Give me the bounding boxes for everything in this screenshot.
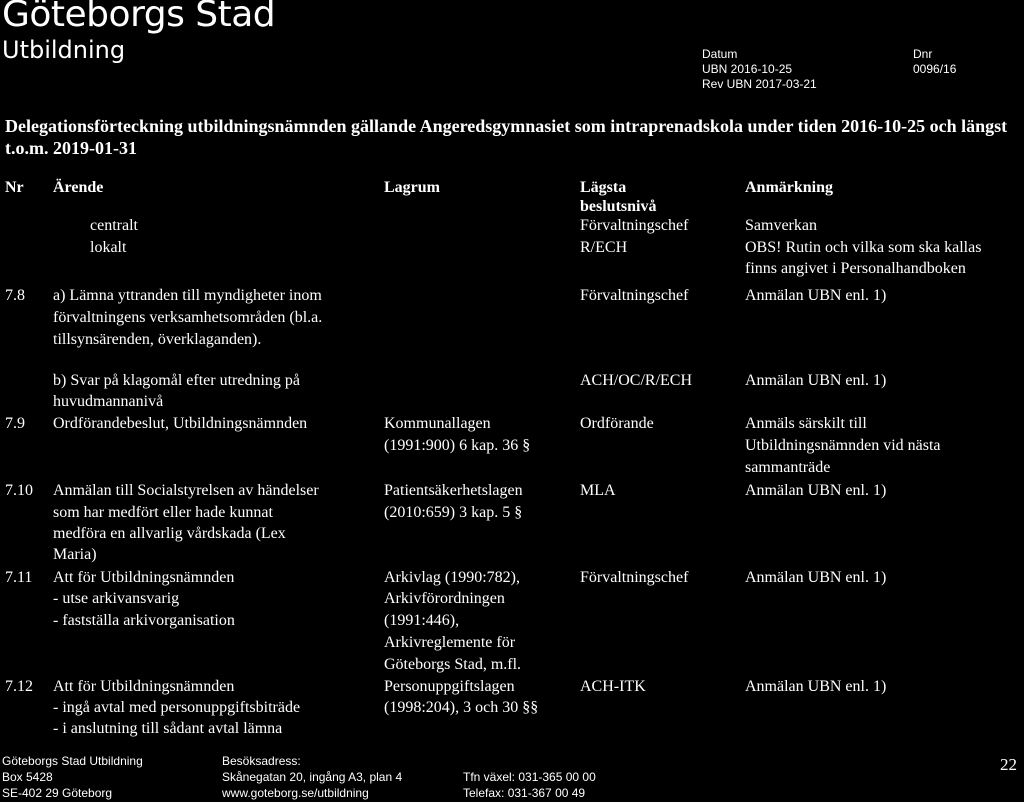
row-7-10-arende-1: Anmälan till Socialstyrelsen av händelser bbox=[53, 482, 319, 499]
row-7-8b-arende-2: huvudmannanivå bbox=[53, 393, 164, 410]
row-7-9-nr: 7.9 bbox=[5, 415, 25, 432]
row-7-9-lagrum-1: Kommunallagen bbox=[384, 415, 491, 432]
col-header-niva-1: Lägsta bbox=[580, 179, 627, 196]
row-centralt-arende: centralt bbox=[90, 217, 138, 234]
row-7-8b-arende-1: b) Svar på klagomål efter utredning på bbox=[53, 372, 301, 389]
row-7-11-lagrum-4: Arkivreglemente för bbox=[384, 634, 516, 651]
row-7-11-nr: 7.11 bbox=[5, 569, 33, 586]
footer-phone: Tfn växel: 031-365 00 00 bbox=[463, 770, 596, 784]
row-7-11-arende-3: - fastställa arkivorganisation bbox=[53, 612, 235, 629]
row-lokalt-niva: R/ECH bbox=[580, 239, 628, 256]
dnr-value: 0096/16 bbox=[913, 62, 957, 76]
row-7-9-niva: Ordförande bbox=[580, 415, 654, 432]
row-7-8b-anm: Anmälan UBN enl. 1) bbox=[745, 372, 887, 389]
row-7-9-anm-1: Anmäls särskilt till bbox=[745, 415, 867, 432]
row-7-12-lagrum-1: Personuppgiftslagen bbox=[384, 678, 515, 695]
row-7-11-anm: Anmälan UBN enl. 1) bbox=[745, 569, 887, 586]
row-7-12-arende-3: - i anslutning till sådant avtal lämna bbox=[53, 720, 283, 737]
col-header-lagrum: Lagrum bbox=[384, 179, 440, 196]
row-7-11-niva: Förvaltningschef bbox=[580, 569, 689, 586]
row-7-8b-niva: ACH/OC/R/ECH bbox=[580, 372, 693, 389]
footer-visit-address: Skånegatan 20, ingång A3, plan 4 bbox=[222, 770, 403, 784]
footer-visit-label: Besöksadress: bbox=[222, 754, 301, 768]
document-title: Delegationsförteckning utbildningsnämnden gällande Angeredsgymnasiet som intraprenadskola under tiden 2016-10-25 och längst t.o.m. 2019-01-31 bbox=[5, 116, 1008, 158]
row-7-8a-arende-3: tillsynsärenden, överklaganden). bbox=[53, 331, 262, 348]
row-7-11-lagrum-5: Göteborgs Stad, m.fl. bbox=[384, 656, 522, 673]
row-7-10-arende-3: medföra en allvarlig vårdskada (Lex bbox=[53, 525, 286, 542]
footer-fax: Telefax: 031-367 00 49 bbox=[463, 786, 586, 800]
page-number: 22 bbox=[1000, 755, 1017, 774]
row-7-11-arende-2: - utse arkivansvarig bbox=[53, 590, 180, 607]
org-logo-text: Göteborgs Stad bbox=[2, 0, 276, 35]
footer-box: Box 5428 bbox=[2, 770, 53, 784]
footer-postal: SE-402 29 Göteborg bbox=[2, 786, 113, 800]
row-7-8a-niva: Förvaltningschef bbox=[580, 287, 689, 304]
row-7-8a-arende-2: förvaltningens verksamhetsområden (bl.a. bbox=[53, 309, 323, 326]
datum-value-1: UBN 2016-10-25 bbox=[702, 62, 793, 76]
row-centralt-anm: Samverkan bbox=[745, 217, 817, 234]
row-7-10-anm: Anmälan UBN enl. 1) bbox=[745, 482, 887, 499]
row-7-12-nr: 7.12 bbox=[5, 678, 33, 695]
row-7-8a-arende-1: a) Lämna yttranden till myndigheter inom bbox=[53, 287, 322, 304]
row-lokalt-anm-1: OBS! Rutin och vilka som ska kallas bbox=[745, 239, 982, 256]
footer-org: Göteborgs Stad Utbildning bbox=[2, 754, 143, 768]
row-7-8-nr: 7.8 bbox=[5, 287, 25, 304]
col-header-anmarkning: Anmärkning bbox=[745, 179, 834, 196]
row-7-12-arende-1: Att för Utbildningsnämnden bbox=[53, 678, 235, 695]
row-7-12-anm: Anmälan UBN enl. 1) bbox=[745, 678, 887, 695]
datum-label: Datum bbox=[702, 47, 738, 61]
row-7-12-niva: ACH-ITK bbox=[580, 678, 646, 695]
row-7-11-lagrum-3: (1991:446), bbox=[384, 612, 460, 629]
col-header-niva-2: beslutsnivå bbox=[580, 198, 657, 215]
row-7-9-anm-2: Utbildningsnämnden vid nästa bbox=[745, 437, 941, 454]
row-7-10-arende-2: som har medfört eller hade kunnat bbox=[53, 504, 273, 521]
datum-value-2: Rev UBN 2017-03-21 bbox=[702, 77, 817, 91]
row-7-11-lagrum-1: Arkivlag (1990:782), bbox=[384, 569, 520, 586]
row-7-9-lagrum-2: (1991:900) 6 kap. 36 § bbox=[384, 437, 531, 454]
row-7-11-lagrum-2: Arkivförordningen bbox=[384, 590, 505, 607]
row-centralt-niva: Förvaltningschef bbox=[580, 217, 689, 234]
row-7-8a-anm: Anmälan UBN enl. 1) bbox=[745, 287, 887, 304]
dnr-label: Dnr bbox=[913, 47, 933, 61]
row-7-12-arende-2: - ingå avtal med personuppgiftsbiträde bbox=[53, 699, 301, 716]
row-7-10-niva: MLA bbox=[580, 482, 616, 499]
row-7-10-lagrum-2: (2010:659) 3 kap. 5 § bbox=[384, 504, 523, 521]
row-7-10-lagrum-1: Patientsäkerhetslagen bbox=[384, 482, 523, 499]
dept-name: Utbildning bbox=[2, 36, 126, 64]
row-7-12-lagrum-2: (1998:204), 3 och 30 §§ bbox=[384, 699, 539, 716]
footer-website: www.goteborg.se/utbildning bbox=[222, 786, 369, 800]
row-7-9-anm-3: sammanträde bbox=[745, 459, 831, 476]
row-lokalt-anm-2: finns angivet i Personalhandboken bbox=[745, 260, 966, 277]
row-lokalt-arende: lokalt bbox=[90, 239, 127, 256]
row-7-10-nr: 7.10 bbox=[5, 482, 33, 499]
col-header-arende: Ärende bbox=[53, 179, 104, 196]
row-7-11-arende-1: Att för Utbildningsnämnden bbox=[53, 569, 235, 586]
row-7-9-arende: Ordförandebeslut, Utbildningsnämnden bbox=[53, 415, 308, 432]
col-header-nr: Nr bbox=[5, 179, 24, 196]
row-7-10-arende-4: Maria) bbox=[53, 546, 97, 563]
